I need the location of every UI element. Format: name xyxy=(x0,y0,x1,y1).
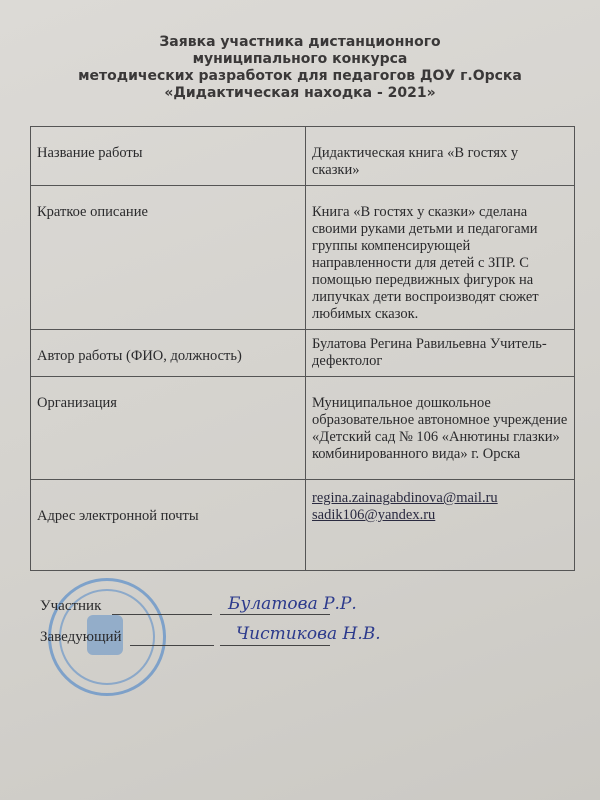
participant-signature-name: Булатова Р.Р. xyxy=(228,594,357,614)
row-label: Организация xyxy=(31,377,306,480)
table-row xyxy=(31,480,575,571)
signature-line xyxy=(130,645,214,646)
title-line: муниципального конкурса xyxy=(192,51,408,67)
email-link[interactable]: sadik106@yandex.ru xyxy=(312,507,436,523)
table-row xyxy=(31,330,575,377)
row-label: Автор работы (ФИО, должность) xyxy=(31,330,306,377)
signature-line xyxy=(112,614,212,615)
application-table xyxy=(30,126,575,571)
title-line: Заявка участника дистанционного xyxy=(159,34,441,50)
row-value: Булатова Регина Равильевна Учитель-дефектолог xyxy=(306,330,575,377)
head-label: Заведующий xyxy=(40,629,122,645)
table-row xyxy=(31,127,575,186)
row-value: Муниципальное дошкольное образовательное автономное учреждение «Детский сад № 106 «Анютины глазки» комбинированного вида» г. Орска xyxy=(306,377,575,480)
row-value: Книга «В гостях у сказки» сделана своими руками детьми и педагогами группы компенсирующей направленности для детей с ЗПР. С помощью передвижных фигурок на липучках дети воспроизводят сюжет любимых сказок. xyxy=(306,186,575,330)
row-label: Краткое описание xyxy=(31,186,306,330)
table-row xyxy=(31,377,575,480)
row-value xyxy=(306,480,575,571)
table-row xyxy=(31,186,575,330)
row-label: Название работы xyxy=(31,127,306,186)
row-value: Дидактическая книга «В гостях у сказки» xyxy=(306,127,575,186)
row-label: Адрес электронной почты xyxy=(31,480,306,571)
email-link[interactable]: regina.zainagabdinova@mail.ru xyxy=(312,490,498,506)
head-signature-name: Чистикова Н.В. xyxy=(236,624,381,644)
title-line: методических разработок для педагогов ДОУ г.Орска xyxy=(78,68,522,84)
name-line xyxy=(220,614,330,615)
title-line: «Дидактическая находка - 2021» xyxy=(164,85,436,101)
document-title xyxy=(0,34,600,102)
name-line xyxy=(220,645,330,646)
participant-label: Участник xyxy=(40,598,102,614)
